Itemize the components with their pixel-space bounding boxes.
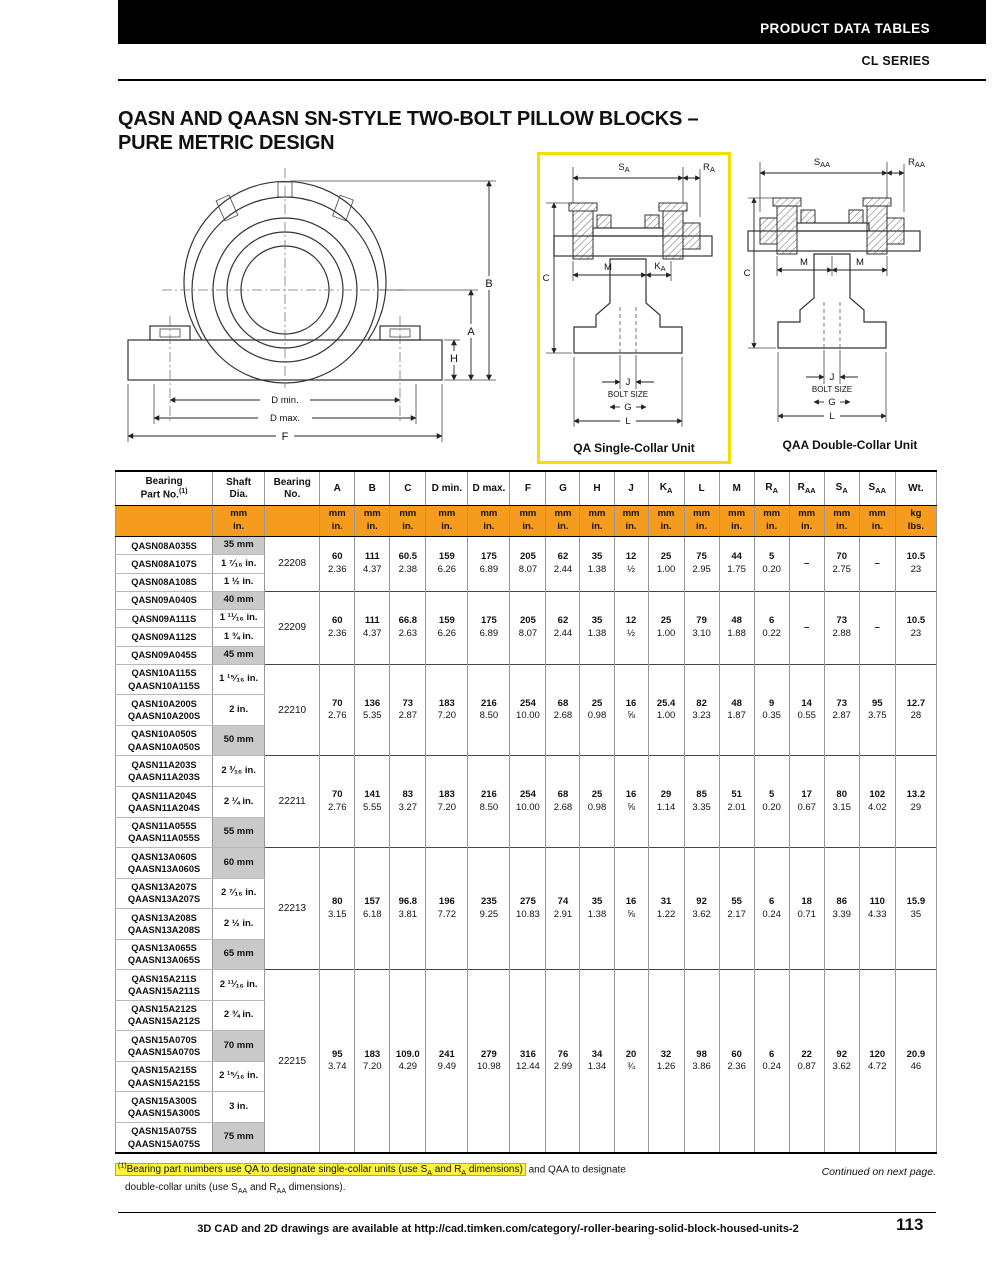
part-number-cell: QASN10A115S QAASN10A115S [116,664,213,695]
dim-cell-KA: 31 1.22 [648,848,684,970]
dim-cell-M: 48 1.87 [719,664,754,756]
dim-label-j: J [829,372,835,383]
shaft-dia-cell: 40 mm [213,591,265,609]
dim-cell-J: 12 ½ [614,591,648,664]
dim-cell-Wt: 10.5 23 [895,537,936,592]
dim-cell-RA: 5 0.20 [754,537,789,592]
unit-cell-H: mm in. [580,506,614,537]
column-header-M: M [719,471,754,506]
column-header-Dmax: D max. [468,471,510,506]
dim-label-l: L [829,411,835,422]
part-number-cell: QASN09A045S [116,646,213,664]
dim-label-b: B [485,278,493,290]
banner-title: PRODUCT DATA TABLES [760,21,930,36]
dim-cell-Dmax: 279 10.98 [468,970,510,1154]
part-number-cell: QASN08A035S [116,537,213,555]
dim-cell-C: 73 2.87 [390,664,426,756]
dim-cell-J: 16 ⅝ [614,848,648,970]
dim-cell-G: 62 2.44 [546,591,580,664]
dim-cell-SAA: 120 4.72 [859,970,895,1154]
dim-label-dmin: D min. [271,395,299,406]
dim-cell-SA: 92 3.62 [824,970,859,1154]
dim-label-j: J [625,377,631,388]
bolt-size-label: BOLT SIZE [607,390,649,399]
dim-cell-J: 16 ⅝ [614,664,648,756]
part-number-cell: QASN13A208S QAASN13A208S [116,909,213,940]
dim-cell-M: 51 2.01 [719,756,754,848]
dim-cell-M: 44 1.75 [719,537,754,592]
unit-cell-F: mm in. [510,506,546,537]
shaft-dia-cell: 2 ¹¹⁄₁₆ in. [213,970,265,1001]
dim-cell-C: 109.0 4.29 [390,970,426,1154]
dim-label-c: C [542,273,550,284]
dim-cell-M: 55 2.17 [719,848,754,970]
dim-cell-KA: 25 1.00 [648,537,684,592]
part-number-cell: QASN15A075S QAASN15A075S [116,1122,213,1153]
dim-cell-J: 20 ¾ [614,970,648,1154]
column-header-C: C [390,471,426,506]
dim-cell-SA: 70 2.75 [824,537,859,592]
bearing-no-cell: 22210 [265,664,320,756]
unit-cell-SA: mm in. [824,506,859,537]
pillow-block-front-view [110,148,510,470]
part-number-cell: QASN11A204S QAASN11A204S [116,787,213,818]
part-number-cell: QASN11A203S QAASN11A203S [116,756,213,787]
table-row [116,537,937,555]
footnote-line1: $^{(1)}$Bearing part numbers use QA to designate single-collar units (use $S_A$ and $R_A$ dimensions) and QAA to designate [115,1162,835,1180]
dim-cell-H: 35 1.38 [580,848,614,970]
series-band [118,44,986,81]
part-number-cell: QASN10A050S QAASN10A050S [116,725,213,756]
top-banner [118,0,986,44]
part-number-cell: QASN13A207S QAASN13A207S [116,878,213,909]
shaft-dia-cell: 45 mm [213,646,265,664]
dim-cell-Dmin: 183 7.20 [426,664,468,756]
product-data-table [115,470,937,1154]
bearing-no-cell: 22209 [265,591,320,664]
footnote [115,1162,835,1198]
unit-cell-B: mm in. [355,506,390,537]
dim-cell-RAA: 22 0.87 [789,970,824,1154]
dim-cell-L: 82 3.23 [684,664,719,756]
dim-label-sa: $S_A$ [618,162,630,174]
dim-cell-C: 66.8 2.63 [390,591,426,664]
dim-label-raa: $R_{AA}$ [908,157,925,169]
dim-cell-B: 111 4.37 [355,537,390,592]
part-number-cell: QASN15A211S QAASN15A211S [116,970,213,1001]
dim-cell-KA: 25.4 1.00 [648,664,684,756]
unit-cell-G: mm in. [546,506,580,537]
dim-cell-Dmin: 196 7.72 [426,848,468,970]
dim-cell-H: 34 1.34 [580,970,614,1154]
dim-cell-B: 136 5.35 [355,664,390,756]
dim-label-m: M [604,262,612,273]
column-header-Dmin: D min. [426,471,468,506]
continued-note: Continued on next page. [821,1166,936,1178]
dim-cell-L: 92 3.62 [684,848,719,970]
unit-cell-RA: mm in. [754,506,789,537]
dim-cell-Dmax: 216 8.50 [468,756,510,848]
qaa-caption: QAA Double-Collar Unit [782,438,918,452]
page-title-line1: QASN AND QAASN SN-STYLE TWO-BOLT PILLOW BLOCKS – [118,108,699,130]
dim-cell-SAA: 95 3.75 [859,664,895,756]
unit-cell-bno [265,506,320,537]
dim-cell-Dmax: 175 6.89 [468,537,510,592]
shaft-dia-cell: 1 ¹¹⁄₁₆ in. [213,610,265,628]
dim-label-h: H [450,353,458,365]
dim-cell-Dmax: 216 8.50 [468,664,510,756]
dim-cell-L: 85 3.35 [684,756,719,848]
shaft-dia-cell: 3 in. [213,1092,265,1123]
dim-label-f: F [281,431,289,443]
column-header-J: J [614,471,648,506]
shaft-dia-cell: 60 mm [213,848,265,879]
part-number-cell: QASN09A040S [116,591,213,609]
dim-cell-SA: 80 3.15 [824,756,859,848]
dim-cell-Dmin: 241 9.49 [426,970,468,1154]
bearing-no-cell: 22208 [265,537,320,592]
dim-cell-M: 48 1.88 [719,591,754,664]
page-title-line2: PURE METRIC DESIGN [118,131,335,154]
column-header-part: Bearing Part No.$^{(1)}$ [116,471,213,506]
dim-cell-A: 80 3.15 [320,848,355,970]
part-number-cell: QASN15A300S QAASN15A300S [116,1092,213,1123]
dim-cell-J: 16 ⅝ [614,756,648,848]
dim-cell-Wt: 20.9 46 [895,970,936,1154]
table-row [116,756,937,787]
shaft-dia-cell: 1 ¹⁵⁄₁₆ in. [213,664,265,695]
unit-cell-shaft: mm in. [213,506,265,537]
dim-cell-H: 25 0.98 [580,756,614,848]
dim-label-g: G [828,397,836,408]
dim-cell-RA: 5 0.20 [754,756,789,848]
dim-cell-SAA: – [859,537,895,592]
shaft-dia-cell: 2 ¼ in. [213,787,265,818]
dim-cell-RA: 6 0.22 [754,591,789,664]
dim-cell-KA: 32 1.26 [648,970,684,1154]
dim-cell-F: 316 12.44 [510,970,546,1154]
unit-cell-part [116,506,213,537]
dim-label-ka: $K_A$ [654,261,666,273]
column-header-Wt: Wt. [895,471,936,506]
qaa-double-collar-panel [742,152,958,452]
dim-cell-G: 68 2.68 [546,756,580,848]
dim-cell-F: 254 10.00 [510,756,546,848]
unit-cell-RAA: mm in. [789,506,824,537]
table-row [116,848,937,879]
column-header-RA: $R_A$ [754,471,789,506]
column-header-SAA: $S_{AA}$ [859,471,895,506]
dim-cell-Dmin: 183 7.20 [426,756,468,848]
dim-cell-H: 35 1.38 [580,537,614,592]
shaft-dia-cell: 1 ¾ in. [213,628,265,646]
unit-cell-Wt: kg lbs. [895,506,936,537]
qaa-section-svg [742,152,958,430]
dim-cell-G: 76 2.99 [546,970,580,1154]
dim-cell-Wt: 13.2 29 [895,756,936,848]
column-header-G: G [546,471,580,506]
dim-label-a: A [467,326,475,338]
dim-cell-RA: 6 0.24 [754,970,789,1154]
unit-cell-Dmax: mm in. [468,506,510,537]
dim-cell-C: 96.8 3.81 [390,848,426,970]
dim-cell-L: 79 3.10 [684,591,719,664]
dim-cell-Dmax: 175 6.89 [468,591,510,664]
dim-label-saa: $S_{AA}$ [813,157,831,169]
bearing-no-cell: 22215 [265,970,320,1154]
part-number-cell: QASN11A055S QAASN11A055S [116,817,213,848]
table-row [116,970,937,1001]
dim-cell-SAA: – [859,591,895,664]
page-number: 113 [896,1215,924,1234]
dim-cell-H: 25 0.98 [580,664,614,756]
shaft-dia-cell: 2 ¾ in. [213,1000,265,1031]
dim-cell-Dmin: 159 6.26 [426,591,468,664]
dim-cell-Dmin: 159 6.26 [426,537,468,592]
shaft-dia-cell: 50 mm [213,725,265,756]
unit-cell-A: mm in. [320,506,355,537]
dim-cell-KA: 29 1.14 [648,756,684,848]
shaft-dia-cell: 2 ½ in. [213,909,265,940]
qa-single-collar-panel [537,152,731,464]
dim-cell-F: 205 8.07 [510,537,546,592]
part-number-cell: QASN15A070S QAASN15A070S [116,1031,213,1062]
dim-cell-A: 60 2.36 [320,591,355,664]
part-number-cell: QASN09A111S [116,610,213,628]
dim-cell-Wt: 12.7 28 [895,664,936,756]
dim-cell-H: 35 1.38 [580,591,614,664]
part-number-cell: QASN15A212S QAASN15A212S [116,1000,213,1031]
unit-cell-KA: mm in. [648,506,684,537]
qa-caption: QA Single-Collar Unit [573,441,695,455]
dim-cell-B: 141 5.55 [355,756,390,848]
dim-cell-RAA: – [789,591,824,664]
dim-cell-M: 60 2.36 [719,970,754,1154]
dim-label-c: C [743,268,751,279]
dim-cell-KA: 25 1.00 [648,591,684,664]
column-header-shaft: Shaft Dia. [213,471,265,506]
units-row [116,506,937,537]
dim-cell-A: 70 2.76 [320,664,355,756]
footer-rule [118,1212,936,1213]
column-header-B: B [355,471,390,506]
shaft-dia-cell: 65 mm [213,939,265,970]
part-number-cell: QASN10A200S QAASN10A200S [116,695,213,726]
dim-cell-J: 12 ½ [614,537,648,592]
footnote-line2: double-collar units (use $S_{AA}$ and $R_{AA}$ dimensions). [125,1182,346,1196]
dim-cell-SAA: 102 4.02 [859,756,895,848]
dim-cell-RAA: – [789,537,824,592]
column-header-bno: Bearing No. [265,471,320,506]
dim-cell-C: 83 3.27 [390,756,426,848]
shaft-dia-cell: 2 in. [213,695,265,726]
part-number-cell: QASN13A060S QAASN13A060S [116,848,213,879]
shaft-dia-cell: 35 mm [213,537,265,555]
footnote-highlight: $^{(1)}$Bearing part numbers use QA to designate single-collar units (use $S_A$ and $R_A$ dimensions) [115,1163,526,1176]
dim-label-l: L [625,416,631,427]
column-header-A: A [320,471,355,506]
part-number-cell: QASN15A215S QAASN15A215S [116,1061,213,1092]
dim-cell-A: 60 2.36 [320,537,355,592]
part-number-cell: QASN08A107S [116,555,213,573]
dim-cell-RAA: 18 0.71 [789,848,824,970]
dim-cell-F: 205 8.07 [510,591,546,664]
dim-cell-B: 111 4.37 [355,591,390,664]
unit-cell-Dmin: mm in. [426,506,468,537]
dim-cell-RAA: 14 0.55 [789,664,824,756]
header-row [116,471,937,506]
dim-cell-SAA: 110 4.33 [859,848,895,970]
shaft-dia-cell: 2 ³⁄₁₆ in. [213,756,265,787]
dim-cell-A: 70 2.76 [320,756,355,848]
unit-cell-C: mm in. [390,506,426,537]
dim-cell-B: 157 6.18 [355,848,390,970]
dim-cell-G: 74 2.91 [546,848,580,970]
bearing-no-cell: 22211 [265,756,320,848]
series-label: CL SERIES [861,54,930,68]
shaft-dia-cell: 2 ⁷⁄₁₆ in. [213,878,265,909]
dim-cell-L: 75 2.95 [684,537,719,592]
unit-cell-M: mm in. [719,506,754,537]
dim-cell-A: 95 3.74 [320,970,355,1154]
collar-outline [683,223,700,249]
dim-label-dmax: D max. [269,413,301,424]
shaft-dia-cell: 1 ⁷⁄₁₆ in. [213,555,265,573]
column-header-H: H [580,471,614,506]
dim-cell-SA: 73 2.88 [824,591,859,664]
dim-cell-F: 275 10.83 [510,848,546,970]
dim-cell-C: 60.5 2.38 [390,537,426,592]
collar-right-outline [887,218,904,244]
table-row [116,664,937,695]
footer-cad-text: 3D CAD and 2D drawings are available at http://cad.timken.com/category/-roller-bearing-solid-block-housed-units-2 [197,1223,799,1235]
column-header-SA: $S_A$ [824,471,859,506]
dim-label-g: G [624,402,632,413]
dim-label-ra: $R_A$ [703,162,715,174]
shaft-dia-cell: 2 ¹⁵⁄₁₆ in. [213,1061,265,1092]
collar-left-outline [760,218,777,244]
dim-label-m-left: M [800,257,808,268]
front-view-svg [110,148,510,470]
column-header-RAA: $R_{AA}$ [789,471,824,506]
dim-cell-RAA: 17 0.67 [789,756,824,848]
column-header-L: L [684,471,719,506]
dim-cell-Wt: 10.5 23 [895,591,936,664]
dim-cell-SA: 73 2.87 [824,664,859,756]
column-header-KA: $K_A$ [648,471,684,506]
shaft-dia-cell: 75 mm [213,1122,265,1153]
shaft-dia-cell: 55 mm [213,817,265,848]
dim-cell-G: 62 2.44 [546,537,580,592]
shaft-dia-cell: 1 ½ in. [213,573,265,591]
part-number-cell: QASN08A108S [116,573,213,591]
bolt-size-label: BOLT SIZE [811,385,853,394]
part-number-cell: QASN09A112S [116,628,213,646]
table-row [116,591,937,609]
dim-cell-Wt: 15.9 35 [895,848,936,970]
qa-section-svg [540,157,728,435]
column-header-F: F [510,471,546,506]
shaft-dia-cell: 70 mm [213,1031,265,1062]
dim-cell-RA: 9 0.35 [754,664,789,756]
dim-cell-RA: 6 0.24 [754,848,789,970]
dim-cell-B: 183 7.20 [355,970,390,1154]
dim-cell-SA: 86 3.39 [824,848,859,970]
dim-cell-Dmax: 235 9.25 [468,848,510,970]
unit-cell-SAA: mm in. [859,506,895,537]
dim-cell-F: 254 10.00 [510,664,546,756]
dim-cell-G: 68 2.68 [546,664,580,756]
bearing-no-cell: 22213 [265,848,320,970]
part-number-cell: QASN13A065S QAASN13A065S [116,939,213,970]
dim-cell-L: 98 3.86 [684,970,719,1154]
unit-cell-L: mm in. [684,506,719,537]
dim-label-m-right: M [856,257,864,268]
unit-cell-J: mm in. [614,506,648,537]
